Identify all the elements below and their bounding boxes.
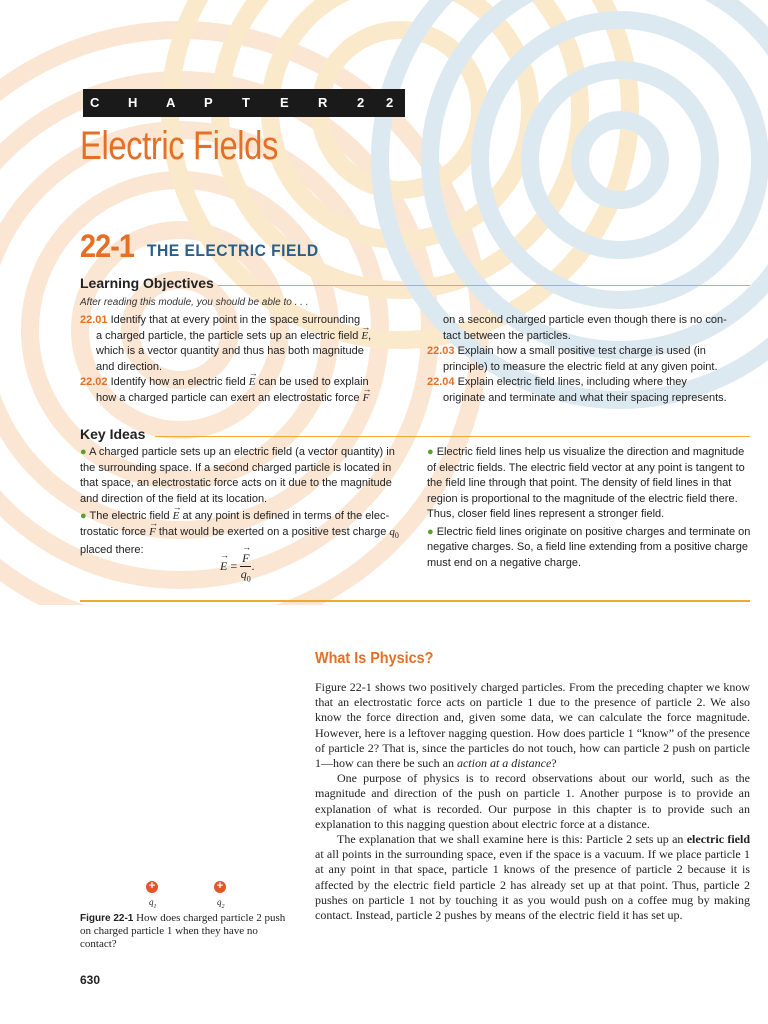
key-idea: ● A charged particle sets up an electric field (a vector quantity) in the surrounding space. If a second charged particle is located in that space, an electrostatic force acts on it due to the magnitude and direction of the field at its location. [80,446,395,505]
chapter-letter: T [242,95,251,110]
bullet-icon: ● [427,446,434,458]
chapter-letter: R [318,95,329,110]
chapter-letter: E [280,95,290,110]
paragraph: The explanation that we shall examine here is this: Particle 2 sets up an electric field at all points in the surrounding space, even if the space is a vacuum. If we place particle 1 at any point in that space, particle 1 knows of the presence of particle 2 because it is affected by the electric field particle 2 has already set up at that point. Thus, particle 2 pushes on particle 1 not by touching it as you would push on a coffee mug by making contact. Instead, particle 2 pushes by means of the electric field it has set up. [315,832,750,923]
key-idea: ● Electric field lines help us visualize the direction and magnitude of electric fields. The electric field vector at any point is tangent to the field line through that point. The density of field lines in that region is proportional to the magnitude of the electric field there. Thus, closer field lines represent a stronger field. [427,446,745,520]
bullet-icon: ● [80,510,87,522]
bullet-icon: ● [80,446,87,458]
chapter-letter: A [166,95,177,110]
key-ideas-left-column [80,445,402,559]
module-title: THE ELECTRIC FIELD [147,241,319,260]
charge-label-q2: $q_2$ [217,897,225,910]
chapter-bar [83,89,405,117]
objectives-intro: After reading this module, you should be able to . . . [80,297,309,308]
what-is-physics-heading: What Is Physics? [315,650,434,667]
heading-rule [218,285,750,286]
objective-22-02: 22.02 Identify how an electric field → E can be used to explain [80,375,400,391]
body-text [315,680,750,923]
objective-22-04: 22.04 Explain electric field lines, including where they [427,376,687,388]
positive-charge-icon: + [146,881,158,893]
objectives-left-column: 22.01 Identify that at every point in the space surrounding a charged particle, the particle sets up an electric field → E, which is a vector quantity and thus has both magnitude and direction. 22.02 Identify how an electric field → E can be used to explain how a charged particle can exert an electrostatic force → F [80,313,400,406]
field-equation: → E = → $\frac{F}{q_0}$ . [220,551,254,583]
page-number: 630 [80,973,101,987]
learning-objectives-heading: Learning Objectives [80,275,214,291]
objective-22-01: 22.01 Identify that at every point in the space surrounding [80,314,361,326]
objectives-right-column: on a second charged particle even though there is no con- tact between the particles. 22.03 Explain how a small positive test charge is used (in principle) to measure the electric field at any given point. 22.04 Explain electric field lines, including where they originate and terminate and what their spacing represents. [427,313,752,406]
chapter-number-digit: 2 [357,95,366,110]
positive-charge-icon: + [214,881,226,893]
chapter-number-digit: 2 [386,95,395,110]
paragraph: One purpose of physics is to record observations about our world, such as the magnitude and direction of the push on particle 1. Another purpose is to provide an explanation of what is recorded. Our purpose in this chapter is to provide such an explanation to this nagging question about electric force at a distance. [315,771,750,831]
key-ideas-right-column [427,445,752,571]
bullet-icon: ● [427,525,434,538]
equation-fraction: → $\frac{F}{q_0}$ [240,551,251,583]
module-number: 22-1 [80,228,135,264]
objective-22-02-cont: on a second charged particle even though there is no con- [443,314,727,326]
chapter-letter: C [90,95,101,110]
chapter-letter: H [128,95,139,110]
key-ideas-heading: Key Ideas [80,426,146,442]
chapter-letter: P [204,95,214,110]
heading-rule [155,436,750,437]
charge-label-q1: $q_1$ [149,897,157,910]
key-idea: ● The electric field → E at any point is defined in terms of the elec-trostatic force → F that would be exerted on a positive test charge $q_0$ placed there: [80,509,402,559]
figure-caption: Figure 22-1 How does charged particle 2 push on charged particle 1 when they have no contact? [80,912,286,950]
section-divider [80,600,750,602]
chapter-title: Electric Fields [80,124,278,168]
key-idea: ● Electric field lines originate on positive charges and terminate on negative charges. So, a field line extending from a positive charge must end on a negative charge. [427,525,751,569]
objective-22-03: 22.03 Explain how a small positive test charge is used (in [427,345,706,357]
paragraph: Figure 22-1 shows two positively charged particles. From the preceding chapter we know that an electrostatic force acts on particle 1 due to the presence of particle 2. We also know the force direction and, given some data, we can calculate the force magnitude. However, here is a leftover nagging question. How does particle 1 “know” of the presence of particle 2? That is, since the particles do not touch, how can particle 2 push on particle 1—how can there be such an action at a distance? [315,680,750,771]
